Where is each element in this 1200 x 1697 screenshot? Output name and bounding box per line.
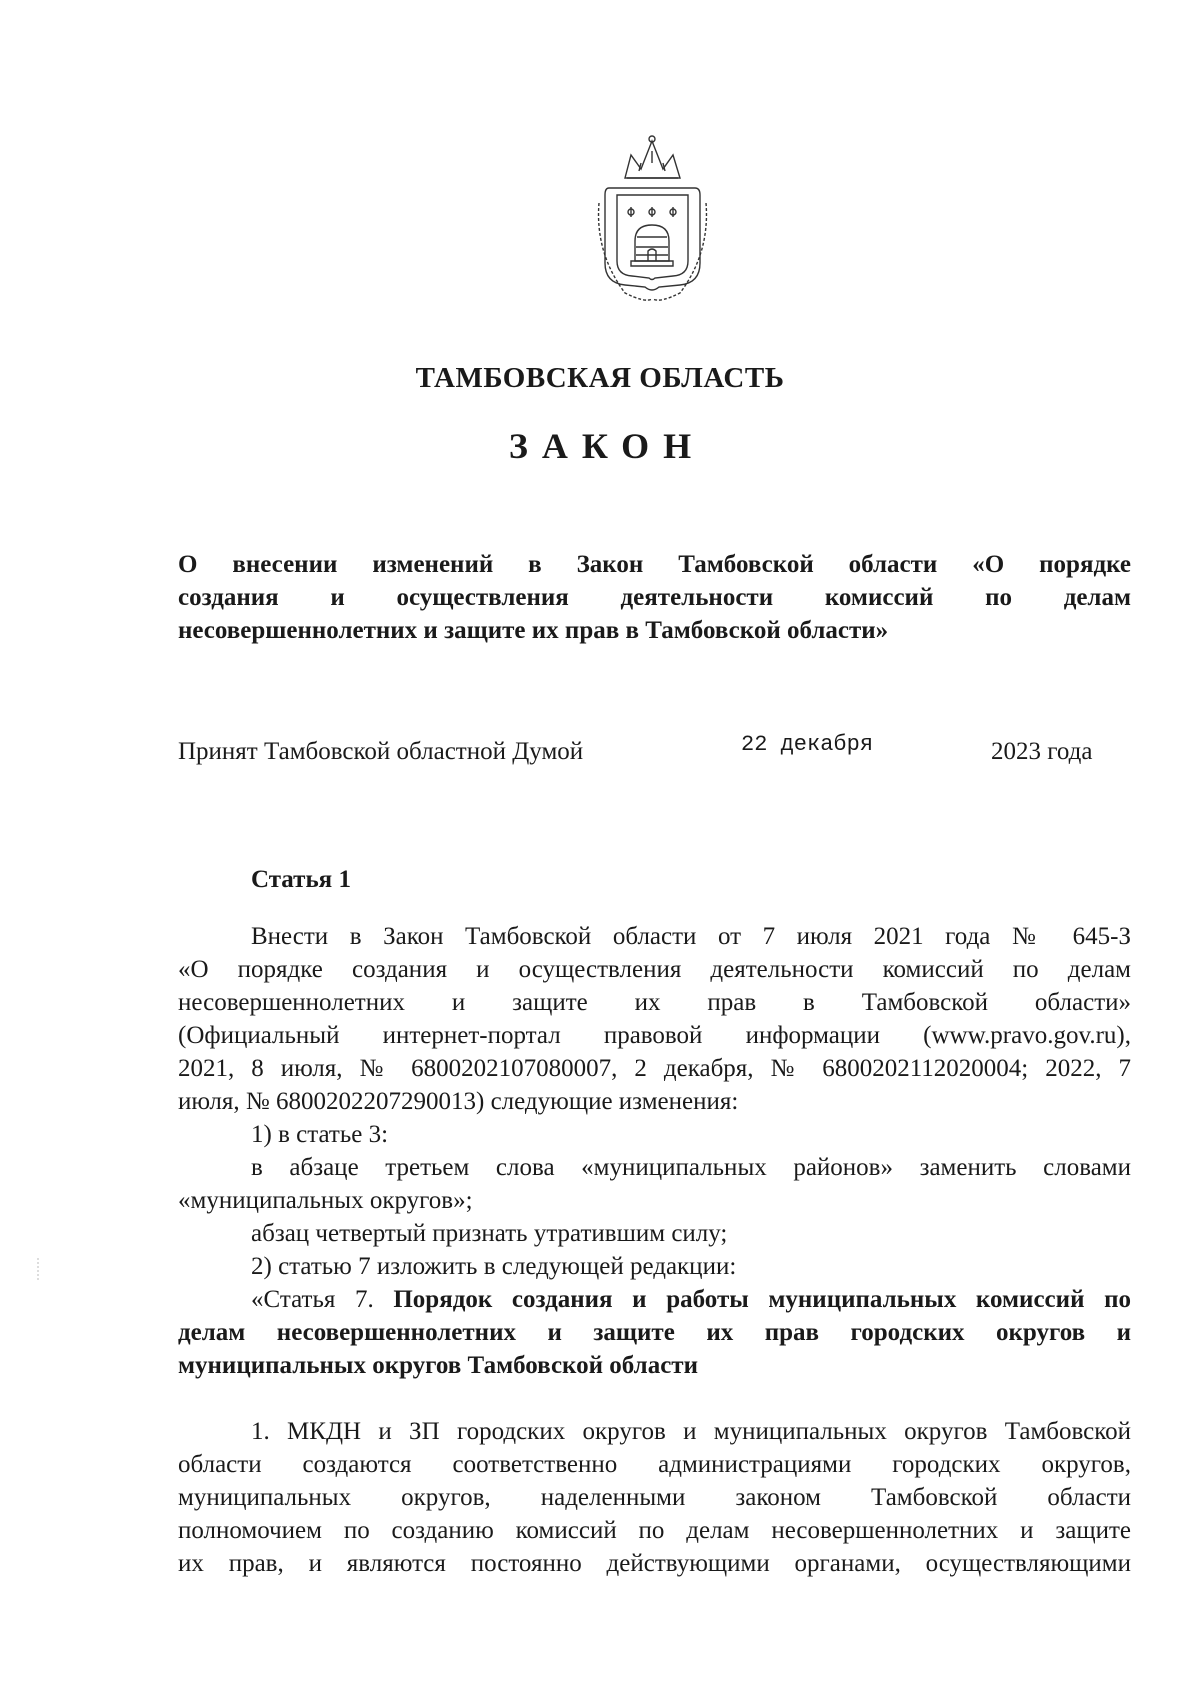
body-line: области создаются соответственно администрациями городских округов, [178, 1451, 1131, 1478]
body-line: их прав, и являются постоянно действующими органами, осуществляющими [178, 1550, 1131, 1577]
adopted-by: Принят Тамбовской областной Думой [178, 738, 584, 765]
scan-artifact [35, 1258, 41, 1280]
article-heading: Статья 1 [251, 866, 351, 893]
body-line: абзац четвертый признать утратившим силу; [251, 1220, 728, 1247]
list-item: 1) в статье 3: [251, 1121, 389, 1148]
adoption-line [0, 732, 1200, 778]
adoption-year: 2023 года [991, 738, 1093, 765]
spacer [178, 1382, 1131, 1415]
article7-title-line [178, 1316, 1131, 1349]
body-line: (Официальный интернет-портал правовой информации (www.pravo.gov.ru), [178, 1022, 1131, 1049]
list-item: 2) статью 7 изложить в следующей редакции: [251, 1253, 737, 1280]
body-line: «О порядке создания и осуществления деятельности комиссий по делам [178, 956, 1131, 983]
article7-title: делам несовершеннолетних и защите их прав городских округов и [178, 1319, 1131, 1346]
adoption-date: 22 декабря [741, 732, 874, 757]
body-line: июля, № 6800202207290013) следующие изменения: [178, 1088, 739, 1115]
law-title: ЗАКОН [508, 426, 706, 466]
subject-line: несовершеннолетних и защите их прав в Тамбовской области» [178, 617, 889, 644]
body-line: «муниципальных округов»; [178, 1187, 473, 1214]
article7-prefix: «Статья 7. [251, 1286, 394, 1313]
body-line: 2021, 8 июля, № 6800202107080007, 2 декабря, № 6800202112020004; 2022, 7 [178, 1055, 1131, 1082]
coat-of-arms-emblem [595, 133, 710, 303]
law-subject [178, 548, 1131, 647]
article-body [178, 920, 1131, 1580]
article7-title-line [178, 1349, 1131, 1382]
article7-title-line [178, 1283, 1131, 1316]
body-line: несовершеннолетних и защите их прав в Тамбовской области» [178, 989, 1131, 1016]
subject-line: создания и осуществления деятельности комиссий по делам [178, 584, 1131, 611]
article7-title: Порядок создания и работы муниципальных комиссий по [393, 1286, 1131, 1313]
body-line: Внести в Закон Тамбовской области от 7 июля 2021 года № 645-З [251, 923, 1131, 950]
body-line: в абзаце третьем слова «муниципальных районов» заменить словами [251, 1154, 1131, 1181]
body-line: полномочием по созданию комиссий по делам несовершеннолетних и защите [178, 1517, 1131, 1544]
body-line: 1. МКДН и ЗП городских округов и муниципальных округов Тамбовской [251, 1418, 1131, 1445]
region-title: ТАМБОВСКАЯ ОБЛАСТЬ [415, 362, 785, 394]
article7-title: муниципальных округов Тамбовской области [178, 1352, 698, 1379]
subject-line: О внесении изменений в Закон Тамбовской области «О порядке [178, 551, 1131, 578]
body-line: муниципальных округов, наделенными законом Тамбовской области [178, 1484, 1131, 1511]
